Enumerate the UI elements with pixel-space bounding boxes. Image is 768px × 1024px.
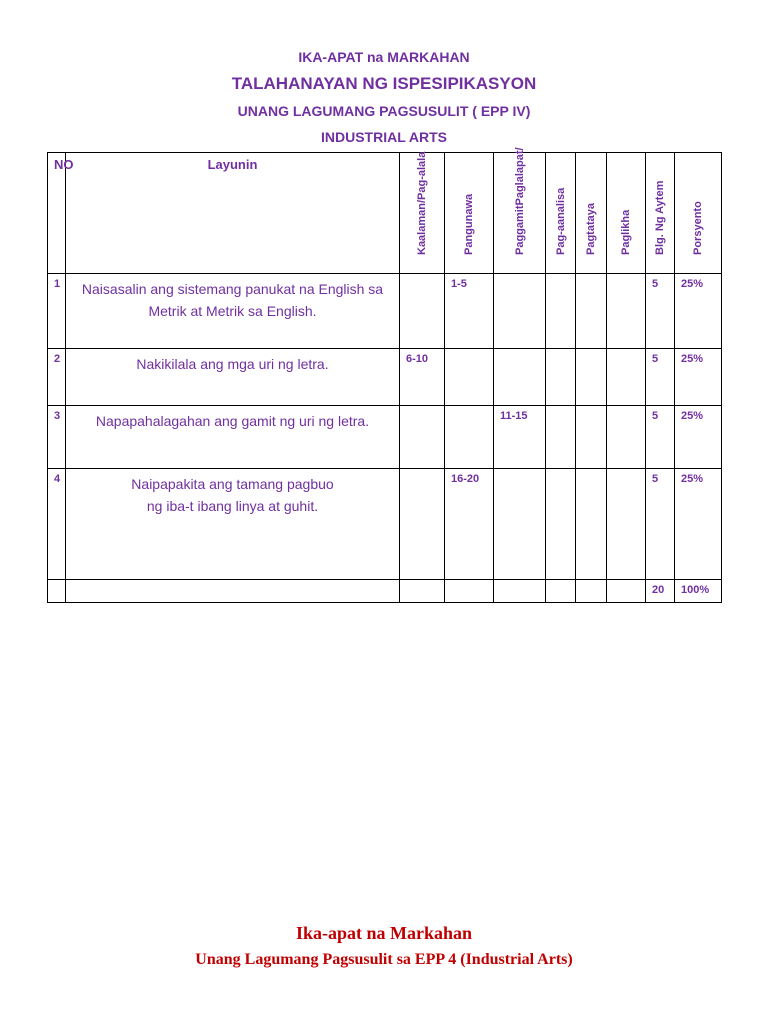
total-paggamit [494, 580, 546, 603]
total-row-label [66, 580, 400, 603]
objective-text: Naipapakita ang tamang pagbuo ng iba-t ibang linya at guhit. [66, 469, 400, 580]
pagtataya-cell [576, 406, 607, 469]
porsyento-cell: 25% [675, 406, 722, 469]
col-pangunawa-header: Pangunawa [445, 153, 494, 274]
row-number: 4 [48, 469, 66, 580]
porsyento-cell: 25% [675, 349, 722, 406]
quarter-heading: IKA-APAT na MARKAHAN [298, 49, 470, 65]
kaalaman-cell [400, 469, 445, 580]
total-paglikha [607, 580, 646, 603]
total-pagtataya [576, 580, 607, 603]
blg-cell: 5 [646, 469, 675, 580]
row-number: 3 [48, 406, 66, 469]
porsyento-cell: 25% [675, 469, 722, 580]
porsyento-cell: 25% [675, 274, 722, 349]
total-blg: 20 [646, 580, 675, 603]
col-paggamit-header: PaggamitPaglalapat/ [494, 153, 546, 274]
specification-table [47, 147, 722, 603]
paggamit-cell [494, 349, 546, 406]
row-number: 2 [48, 349, 66, 406]
objective-text: Nakikilala ang mga uri ng letra. [66, 349, 400, 406]
pangunawa-cell [445, 406, 494, 469]
col-pagtataya-header: Pagtataya [576, 153, 607, 274]
table-row [48, 274, 722, 349]
pagaanalisa-cell [546, 274, 576, 349]
pagaanalisa-cell [546, 349, 576, 406]
col-pagaanalisa-header: Pag-aanalisa [546, 153, 576, 274]
table-row [48, 406, 722, 469]
kaalaman-cell [400, 274, 445, 349]
pagaanalisa-cell [546, 469, 576, 580]
paglikha-cell [607, 349, 646, 406]
col-porsyento-header: Porsyento [675, 153, 722, 274]
objective-text: Naisasalin ang sistemang panukat na English sa Metrik at Metrik sa English. [66, 274, 400, 349]
paglikha-cell [607, 469, 646, 580]
pangunawa-cell [445, 349, 494, 406]
total-pagaanalisa [546, 580, 576, 603]
kaalaman-cell [400, 406, 445, 469]
col-blg-header: Blg. Ng Aytem [646, 153, 675, 274]
blg-cell: 5 [646, 406, 675, 469]
col-paglikha-header: Paglikha [607, 153, 646, 274]
table-header-row [48, 153, 722, 274]
objective-text: Napapahalagahan ang gamit ng uri ng letra. [66, 406, 400, 469]
pagtataya-cell [576, 274, 607, 349]
pangunawa-cell: 1-5 [445, 274, 494, 349]
footer-subtitle: Unang Lagumang Pagsusulit sa EPP 4 (Industrial Arts) [195, 951, 573, 968]
total-pangunawa [445, 580, 494, 603]
blg-cell: 5 [646, 349, 675, 406]
paglikha-cell [607, 406, 646, 469]
footer-title: Ika-apat na Markahan [295, 923, 473, 943]
total-porsyento: 100% [675, 580, 722, 603]
paggamit-cell: 11-15 [494, 406, 546, 469]
paggamit-cell [494, 469, 546, 580]
pagtataya-cell [576, 349, 607, 406]
paggamit-cell [494, 274, 546, 349]
blg-cell: 5 [646, 274, 675, 349]
pagtataya-cell [576, 469, 607, 580]
exam-title: UNANG LAGUMANG PAGSUSULIT ( EPP IV) [237, 103, 531, 119]
col-kaalaman-header: Kaalaman/Pag-alala [400, 153, 445, 274]
paglikha-cell [607, 274, 646, 349]
total-kaalaman [400, 580, 445, 603]
kaalaman-cell: 6-10 [400, 349, 445, 406]
document-title: TALAHANAYAN NG ISPESIPIKASYON [231, 74, 537, 93]
row-number: 1 [48, 274, 66, 349]
table-row [48, 469, 722, 580]
col-layunin-header: Layunin [66, 153, 400, 274]
pangunawa-cell: 16-20 [445, 469, 494, 580]
subject-heading: INDUSTRIAL ARTS [321, 129, 447, 145]
pagaanalisa-cell [546, 406, 576, 469]
col-no-header: NO [48, 153, 66, 274]
total-row-number [48, 580, 66, 603]
table-row [48, 349, 722, 406]
table-total-row [48, 580, 722, 603]
